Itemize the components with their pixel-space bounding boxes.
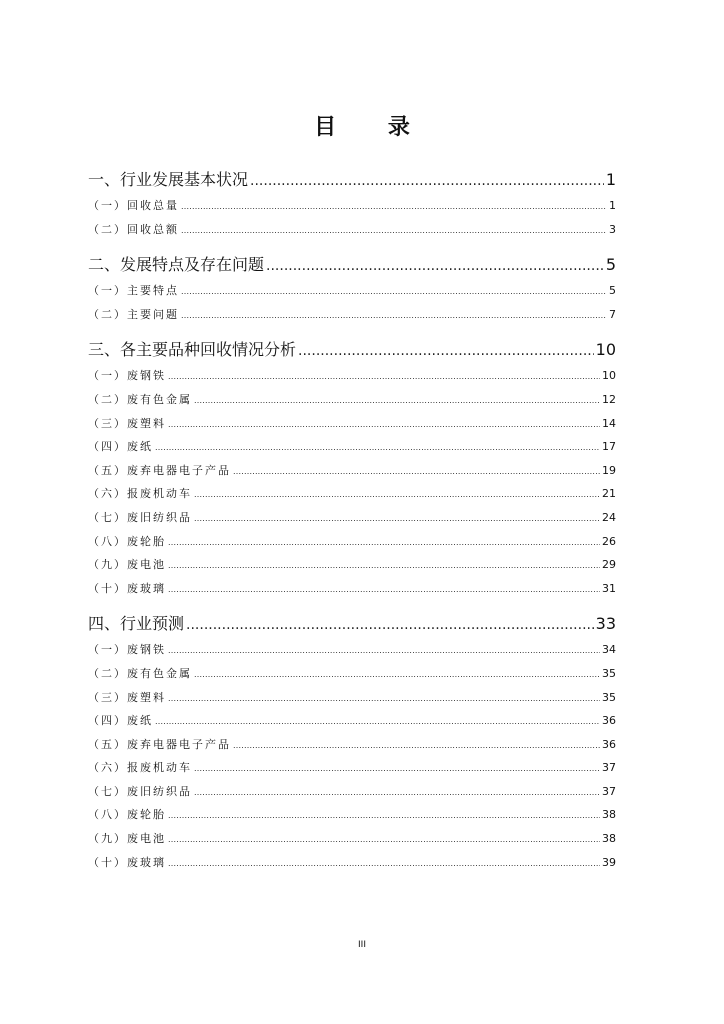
toc-item-label: （六）报废机动车: [88, 761, 192, 775]
toc-leader-dots: [168, 578, 600, 602]
toc-section-page: 1: [605, 170, 616, 189]
toc-item-entry[interactable]: [88, 412, 616, 436]
toc-item-entry[interactable]: [88, 364, 616, 388]
toc-leader-dots: [266, 252, 604, 280]
toc-item-label: （十）废玻璃: [88, 855, 166, 869]
toc-item-label: （三）废塑料: [88, 690, 166, 704]
toc-leader-dots: [168, 687, 600, 711]
toc-item-entry[interactable]: [88, 530, 616, 554]
table-of-contents: [88, 166, 616, 874]
toc-item-page: 37: [602, 761, 616, 775]
toc-section-entry[interactable]: [88, 610, 616, 638]
toc-item-page: 17: [602, 440, 616, 454]
toc-item-entry[interactable]: [88, 482, 616, 506]
toc-leader-dots: [194, 507, 600, 531]
toc-item-entry[interactable]: [88, 851, 616, 875]
toc-item-page: 7: [609, 307, 616, 321]
toc-section-label: 二、发展特点及存在问题: [88, 255, 265, 275]
toc-item-entry[interactable]: [88, 194, 616, 218]
toc-item-entry[interactable]: [88, 709, 616, 733]
toc-item-page: 21: [602, 487, 616, 501]
toc-leader-dots: [181, 195, 607, 219]
toc-leader-dots: [155, 436, 600, 460]
toc-item-page: 19: [602, 463, 616, 477]
toc-item-label: （一）废钢铁: [88, 369, 166, 383]
toc-leader-dots: [250, 167, 604, 195]
toc-item-label: （一）回收总量: [88, 199, 179, 212]
toc-item-page: 39: [602, 855, 616, 869]
toc-item-page: 34: [602, 643, 616, 657]
toc-leader-dots: [168, 365, 600, 389]
toc-leader-dots: [168, 852, 600, 876]
toc-leader-dots: [168, 639, 600, 663]
toc-item-page: 35: [602, 690, 616, 704]
toc-leader-dots: [168, 828, 600, 852]
toc-item-label: （三）废塑料: [88, 416, 166, 430]
toc-item-entry[interactable]: [88, 388, 616, 412]
toc-item-label: （二）废有色金属: [88, 392, 192, 406]
toc-item-page: 5: [609, 284, 616, 298]
toc-leader-dots: [194, 757, 600, 781]
toc-item-entry[interactable]: [88, 506, 616, 530]
page-title: 目 录: [314, 115, 432, 140]
toc-leader-dots: [194, 389, 600, 413]
toc-leader-dots: [168, 554, 600, 578]
toc-section-entry[interactable]: [88, 166, 616, 194]
toc-item-entry[interactable]: [88, 756, 616, 780]
toc-section-label: 一、行业发展基本状况: [88, 170, 249, 189]
toc-leader-dots: [168, 413, 600, 437]
toc-item-label: （六）报废机动车: [88, 487, 192, 501]
toc-leader-dots: [233, 460, 600, 484]
toc-leader-dots: [194, 781, 600, 805]
toc-leader-dots: [186, 611, 594, 639]
toc-item-entry[interactable]: [88, 662, 616, 686]
toc-item-label: （四）废纸: [88, 714, 153, 728]
toc-leader-dots: [181, 304, 607, 328]
toc-item-entry[interactable]: [88, 803, 616, 827]
toc-item-label: （八）废轮胎: [88, 808, 166, 822]
toc-item-page: 38: [602, 808, 616, 822]
toc-item-entry[interactable]: [88, 459, 616, 483]
toc-section-page: 10: [595, 340, 616, 360]
toc-item-entry[interactable]: [88, 279, 616, 303]
toc-item-label: （七）废旧纺织品: [88, 784, 192, 798]
toc-leader-dots: [194, 663, 600, 687]
toc-item-label: （二）回收总额: [88, 222, 179, 236]
toc-item-label: （一）主要特点: [88, 284, 179, 298]
toc-item-label: （七）废旧纺织品: [88, 510, 192, 524]
toc-item-entry[interactable]: [88, 218, 616, 242]
page-number-footer: III: [358, 940, 366, 950]
toc-section-label: 四、行业预测: [88, 614, 185, 634]
toc-item-entry[interactable]: [88, 780, 616, 804]
toc-item-page: 26: [602, 534, 616, 548]
toc-item-entry[interactable]: [88, 733, 616, 757]
toc-item-entry[interactable]: [88, 686, 616, 710]
toc-item-label: （五）废弃电器电子产品: [88, 463, 231, 477]
toc-item-page: 36: [602, 714, 616, 728]
toc-item-page: 35: [602, 666, 616, 680]
toc-item-entry[interactable]: [88, 577, 616, 601]
toc-item-page: 3: [609, 222, 616, 236]
toc-item-label: （五）废弃电器电子产品: [88, 737, 231, 751]
toc-item-page: 36: [602, 737, 616, 751]
toc-item-entry[interactable]: [88, 553, 616, 577]
toc-item-label: （一）废钢铁: [88, 643, 166, 657]
toc-item-entry[interactable]: [88, 435, 616, 459]
toc-item-page: 10: [602, 369, 616, 383]
toc-item-entry[interactable]: [88, 303, 616, 327]
toc-section-page: 33: [595, 614, 616, 634]
toc-leader-dots: [168, 804, 600, 828]
toc-leader-dots: [181, 219, 607, 243]
toc-section-entry[interactable]: [88, 336, 616, 364]
toc-item-page: 38: [602, 832, 616, 846]
toc-item-label: （九）废电池: [88, 558, 166, 572]
toc-leader-dots: [155, 710, 600, 734]
toc-item-page: 12: [602, 392, 616, 406]
toc-leader-dots: [194, 483, 600, 507]
toc-leader-dots: [168, 531, 600, 555]
toc-item-page: 31: [602, 581, 616, 595]
toc-section-page: 5: [605, 255, 616, 275]
toc-item-page: 37: [602, 784, 616, 798]
toc-item-page: 14: [602, 416, 616, 430]
toc-item-label: （二）主要问题: [88, 307, 179, 321]
toc-leader-dots: [181, 280, 607, 304]
toc-leader-dots: [298, 337, 594, 365]
toc-section-entry[interactable]: [88, 251, 616, 279]
toc-item-page: 1: [609, 199, 616, 212]
toc-item-label: （九）废电池: [88, 832, 166, 846]
toc-item-label: （十）废玻璃: [88, 581, 166, 595]
toc-item-entry[interactable]: [88, 827, 616, 851]
toc-item-page: 29: [602, 558, 616, 572]
toc-item-entry[interactable]: [88, 638, 616, 662]
toc-item-label: （八）废轮胎: [88, 534, 166, 548]
toc-item-page: 24: [602, 510, 616, 524]
toc-item-label: （四）废纸: [88, 440, 153, 454]
toc-section-label: 三、各主要品种回收情况分析: [88, 340, 297, 360]
toc-leader-dots: [233, 734, 600, 758]
toc-item-label: （二）废有色金属: [88, 666, 192, 680]
